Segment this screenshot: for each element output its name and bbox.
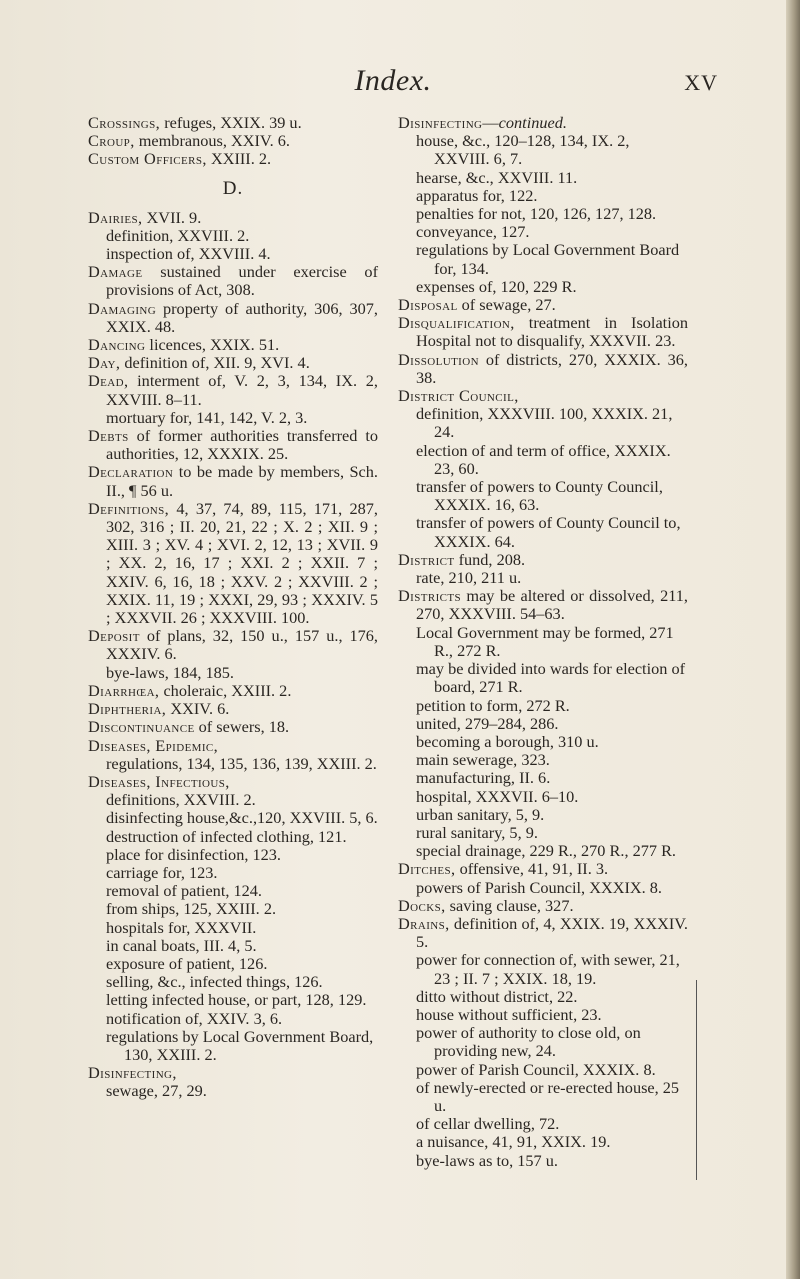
index-entry bbox=[398, 860, 688, 878]
entry-text: inspection of, XXVIII. 4. bbox=[106, 244, 271, 264]
index-entry bbox=[88, 263, 378, 299]
index-subentry bbox=[88, 900, 378, 918]
entry-text: of districts, 270, XXXIX. 36, 38. bbox=[416, 349, 688, 387]
entry-heading: Definitions, bbox=[88, 498, 170, 518]
index-subentry bbox=[398, 951, 688, 987]
entry-text: house, &c., 120–128, 134, IX. 2, XXVIII. 6, 7. bbox=[416, 131, 630, 169]
entry-text: treatment in Isolation Hospital not to disqualify, XXXVII. 23. bbox=[416, 313, 688, 351]
entry-text: expenses of, 120, 229 R. bbox=[416, 276, 577, 296]
entry-text: in canal boats, III. 4, 5. bbox=[106, 935, 257, 955]
entry-heading: Debts bbox=[88, 426, 129, 446]
entry-text: transfer of powers of County Council to, XXXIX. 64. bbox=[416, 513, 681, 551]
index-subentry bbox=[88, 227, 378, 245]
page-edge bbox=[786, 0, 800, 1279]
entry-text: letting infected house, or part, 128, 129. bbox=[106, 990, 367, 1010]
index-subentry bbox=[398, 278, 688, 296]
index-subentry bbox=[398, 624, 688, 660]
index-subentry bbox=[88, 755, 378, 773]
entry-heading: Dancing bbox=[88, 335, 146, 355]
index-subentry bbox=[398, 660, 688, 696]
entry-heading: Discontinuance bbox=[88, 717, 195, 737]
index-entry bbox=[398, 296, 688, 314]
entry-heading: Districts bbox=[398, 586, 462, 606]
index-subentry bbox=[398, 241, 688, 277]
index-entry bbox=[398, 897, 688, 915]
entry-text: choleraic, XXIII. 2. bbox=[159, 680, 292, 700]
index-subentry bbox=[398, 769, 688, 787]
entry-text: to be made by members, Sch. II., ¶ 56 u. bbox=[106, 462, 378, 500]
index-subentry bbox=[398, 223, 688, 241]
index-subentry bbox=[398, 569, 688, 587]
index-entry bbox=[88, 773, 378, 791]
page-title: Index. bbox=[354, 64, 432, 97]
entry-text: petition to form, 272 R. bbox=[416, 695, 570, 715]
index-subentry bbox=[88, 882, 378, 900]
index-entry bbox=[88, 1064, 378, 1082]
index-subentry bbox=[88, 919, 378, 937]
section-letter: D. bbox=[222, 177, 244, 199]
entry-text: place for disinfection, 123. bbox=[106, 844, 281, 864]
entry-text: rural sanitary, 5, 9. bbox=[416, 822, 538, 842]
entry-text: manufacturing, II. 6. bbox=[416, 768, 551, 788]
entry-heading: Diseases, Epidemic, bbox=[88, 735, 219, 755]
entry-text: transfer of powers to County Council, XXXIX. 16, 63. bbox=[416, 477, 663, 515]
index-subentry bbox=[398, 824, 688, 842]
index-entry bbox=[88, 150, 378, 168]
index-entry bbox=[398, 587, 688, 623]
entry-text: conveyance, 127. bbox=[416, 222, 530, 242]
entry-text: fund, 208. bbox=[454, 549, 526, 569]
entry-text: house without sufficient, 23. bbox=[416, 1004, 602, 1024]
index-entry bbox=[88, 300, 378, 336]
entry-text: licences, XXIX. 51. bbox=[145, 335, 280, 355]
index-subentry bbox=[398, 442, 688, 478]
entry-text: XXIII. 2. bbox=[206, 149, 272, 169]
index-subentry bbox=[398, 1115, 688, 1133]
index-entry bbox=[88, 463, 378, 499]
entry-heading: Damaging bbox=[88, 298, 157, 318]
entry-heading: Disposal bbox=[398, 295, 458, 315]
entry-heading: Deposit bbox=[88, 626, 140, 646]
entry-heading: Day, bbox=[88, 353, 121, 373]
entry-text: hospitals for, XXXVII. bbox=[106, 917, 257, 937]
index-entry bbox=[398, 915, 688, 951]
entry-heading: Disqualification, bbox=[398, 313, 515, 333]
entry-text: bye-laws, 184, 185. bbox=[106, 662, 234, 682]
index-subentry bbox=[88, 1082, 378, 1100]
entry-heading: Crossings, bbox=[88, 113, 161, 132]
index-subentry bbox=[398, 514, 688, 550]
index-subentry bbox=[88, 245, 378, 263]
page-header bbox=[0, 64, 786, 104]
index-subentry bbox=[88, 809, 378, 827]
entry-text: of sewers, 18. bbox=[194, 717, 290, 737]
index-entry bbox=[88, 737, 378, 755]
entry-heading: Diphtheria, bbox=[88, 699, 167, 719]
entry-text: definition of, 4, XXIX. 19, XXXIV. 5. bbox=[416, 913, 688, 952]
entry-text: property of authority, 306, 307, XXIX. 48. bbox=[106, 298, 378, 336]
index-subentry bbox=[398, 1024, 688, 1060]
entry-text: regulations, 134, 135, 136, 139, XXIII. 2. bbox=[106, 753, 377, 773]
index-subentry bbox=[88, 664, 378, 682]
entry-text: saving clause, 327. bbox=[445, 895, 574, 915]
index-subentry bbox=[398, 1006, 688, 1024]
index-entry bbox=[88, 354, 378, 372]
entry-text: — bbox=[482, 113, 499, 132]
entry-text: 4, 37, 74, 89, 115, 171, 287, 302, 316 ; II. 20, 21, 22 ; X. 2 ; XII. 9 ; XIII. 3 ; XV. 4 ; XVI. 2, 12, 13 ; XVII. 9 ; XX. 2, 16, 17 ; XXI. 2 ; XXII. 7 ; XXIV. 6, 16, 18 ; XXV. 2 ; XXVIII. 2 ; XXIX. 11, 19 ; XXXI, 29, 93 ; XXXIV. 5 ; XXXVII. 26 ; XXXVIII. 100. bbox=[106, 498, 378, 628]
entry-text: may be divided into wards for election of board, 271 R. bbox=[416, 659, 686, 697]
entry-text: hearse, &c., XXVIII. 11. bbox=[416, 167, 578, 187]
entry-text: disinfecting house,&c.,120, XXVIII. 5, 6. bbox=[106, 808, 378, 828]
index-subentry bbox=[398, 988, 688, 1006]
index-subentry bbox=[398, 715, 688, 733]
entry-heading: Drains, bbox=[398, 913, 450, 933]
entry-text: destruction of infected clothing, 121. bbox=[106, 826, 347, 846]
entry-text: sustained under exercise of provisions of Act, 308. bbox=[106, 262, 378, 300]
index-subentry bbox=[88, 1028, 378, 1064]
entry-heading: Docks, bbox=[398, 895, 446, 915]
index-subentry bbox=[88, 991, 378, 1009]
entry-heading: Declaration bbox=[88, 462, 174, 482]
index-subentry bbox=[88, 937, 378, 955]
entry-heading: Damage bbox=[88, 262, 143, 282]
entry-text: of cellar dwelling, 72. bbox=[416, 1114, 560, 1134]
index-subentry bbox=[88, 955, 378, 973]
index-subentry bbox=[398, 806, 688, 824]
index-entry bbox=[88, 627, 378, 663]
index-subentry bbox=[398, 1152, 688, 1170]
index-entry bbox=[88, 700, 378, 718]
entry-text: penalties for not, 120, 126, 127, 128. bbox=[416, 204, 657, 224]
index-entry bbox=[88, 209, 378, 227]
entry-text: power for connection of, with sewer, 21, 23 ; II. 7 ; XXIX. 18, 19. bbox=[416, 950, 680, 988]
entry-text: of newly-erected or re-erected house, 25 u. bbox=[416, 1077, 680, 1115]
entry-text: power of Parish Council, XXXIX. 8. bbox=[416, 1059, 656, 1079]
entry-text: election of and term of office, XXXIX. 23, 60. bbox=[416, 440, 671, 478]
index-column-left bbox=[88, 114, 378, 1101]
index-subentry bbox=[398, 733, 688, 751]
entry-text: urban sanitary, 5, 9. bbox=[416, 804, 545, 824]
index-entry bbox=[398, 387, 688, 405]
entry-text: carriage for, 123. bbox=[106, 862, 218, 882]
entry-text: regulations by Local Government Board, 130, XXIII. 2. bbox=[106, 1026, 374, 1064]
index-subentry bbox=[398, 478, 688, 514]
entry-text: special drainage, 229 R., 270 R., 277 R. bbox=[416, 841, 677, 861]
entry-text: hospital, XXXVII. 6–10. bbox=[416, 786, 579, 806]
index-subentry bbox=[398, 132, 688, 168]
index-entry bbox=[88, 132, 378, 150]
index-subentry bbox=[398, 169, 688, 187]
index-entry bbox=[398, 114, 688, 132]
entry-text: Local Government may be formed, 271 R., 272 R. bbox=[416, 622, 674, 660]
entry-text: from ships, 125, XXIII. 2. bbox=[106, 899, 277, 919]
entry-heading: District bbox=[398, 549, 455, 569]
index-entry bbox=[88, 718, 378, 736]
entry-text: removal of patient, 124. bbox=[106, 881, 262, 901]
entry-text: selling, &c., infected things, 126. bbox=[106, 972, 323, 992]
index-subentry bbox=[398, 1061, 688, 1079]
index-entry bbox=[88, 372, 378, 408]
index-entry bbox=[398, 351, 688, 387]
index-subentry bbox=[398, 842, 688, 860]
entry-text: rate, 210, 211 u. bbox=[416, 568, 522, 588]
entry-text: bye-laws as to, 157 u. bbox=[416, 1150, 558, 1170]
index-column-right bbox=[398, 114, 688, 1170]
index-subentry bbox=[398, 187, 688, 205]
index-subentry bbox=[88, 409, 378, 427]
entry-text: main sewerage, 323. bbox=[416, 750, 550, 770]
entry-heading: Croup, bbox=[88, 131, 135, 151]
index-subentry bbox=[398, 1133, 688, 1151]
entry-heading: Dead, bbox=[88, 371, 129, 391]
index-subentry bbox=[88, 973, 378, 991]
entry-continued: continued. bbox=[498, 113, 567, 132]
entry-text: XVII. 9. bbox=[142, 207, 202, 227]
index-subentry bbox=[398, 788, 688, 806]
entry-text: XXIV. 6. bbox=[166, 699, 230, 719]
entry-text: refuges, XXIX. 39 u. bbox=[160, 113, 302, 132]
index-subentry bbox=[88, 828, 378, 846]
entry-heading: Ditches, bbox=[398, 859, 456, 879]
entry-heading: Disinfecting bbox=[398, 113, 483, 132]
entry-text: definition, XXXVIII. 100, XXXIX. 21, 24. bbox=[416, 404, 673, 442]
entry-text: interment of, V. 2, 3, 134, IX. 2, XXVIII. 8–11. bbox=[106, 371, 378, 409]
entry-text: apparatus for, 122. bbox=[416, 185, 538, 205]
index-entry bbox=[88, 114, 378, 132]
index-entry bbox=[88, 500, 378, 627]
entry-text: a nuisance, 41, 91, XXIX. 19. bbox=[416, 1132, 611, 1152]
entry-text: definition of, XII. 9, XVI. 4. bbox=[120, 353, 310, 373]
index-subentry bbox=[398, 205, 688, 223]
index-entry bbox=[398, 551, 688, 569]
entry-text: notification of, XXIV. 3, 6. bbox=[106, 1008, 283, 1028]
index-subentry bbox=[88, 846, 378, 864]
entry-text: powers of Parish Council, XXXIX. 8. bbox=[416, 877, 662, 897]
entry-text: of sewage, 27. bbox=[457, 295, 556, 315]
entry-text: sewage, 27, 29. bbox=[106, 1081, 207, 1101]
page-number: XV bbox=[684, 70, 718, 95]
entry-heading: Dissolution bbox=[398, 349, 479, 369]
entry-text: exposure of patient, 126. bbox=[106, 953, 268, 973]
index-entry bbox=[398, 314, 688, 350]
entry-text: united, 279–284, 286. bbox=[416, 713, 559, 733]
entry-heading: Disinfecting, bbox=[88, 1063, 177, 1083]
entry-text: of former authorities transferred to authorities, 12, XXXIX. 25. bbox=[106, 426, 378, 464]
index-subentry bbox=[398, 751, 688, 769]
entry-heading: Dairies, bbox=[88, 207, 143, 227]
entry-heading: Custom Officers, bbox=[88, 149, 207, 169]
entry-text: mortuary for, 141, 142, V. 2, 3. bbox=[106, 407, 308, 427]
index-entry bbox=[88, 336, 378, 354]
entry-text: membranous, XXIV. 6. bbox=[134, 131, 290, 151]
entry-text: becoming a borough, 310 u. bbox=[416, 731, 599, 751]
margin-brace bbox=[690, 980, 697, 1180]
index-subentry bbox=[88, 864, 378, 882]
index-subentry bbox=[398, 697, 688, 715]
index-subentry bbox=[398, 405, 688, 441]
entry-text: may be altered or dissolved, 211, 270, XXXVIII. 54–63. bbox=[416, 586, 688, 624]
entry-text: offensive, 41, 91, II. 3. bbox=[455, 859, 609, 879]
index-subentry bbox=[398, 1079, 688, 1115]
entry-text: power of authority to close old, on providing new, 24. bbox=[416, 1023, 641, 1061]
entry-text: definitions, XXVIII. 2. bbox=[106, 790, 256, 810]
index-subentry bbox=[88, 1010, 378, 1028]
index-subentry bbox=[88, 791, 378, 809]
entry-text: definition, XXVIII. 2. bbox=[106, 225, 250, 245]
entry-heading: District Council, bbox=[398, 386, 519, 406]
entry-heading: Diseases, Infectious, bbox=[88, 771, 230, 791]
entry-text: ditto without district, 22. bbox=[416, 986, 578, 1006]
entry-text: of plans, 32, 150 u., 157 u., 176, XXXIV. 6. bbox=[106, 626, 378, 664]
entry-text: regulations by Local Government Board for, 134. bbox=[416, 240, 680, 278]
index-entry bbox=[88, 427, 378, 463]
entry-heading: Diarrhœa, bbox=[88, 680, 160, 700]
index-entry bbox=[88, 682, 378, 700]
index-subentry bbox=[398, 879, 688, 897]
